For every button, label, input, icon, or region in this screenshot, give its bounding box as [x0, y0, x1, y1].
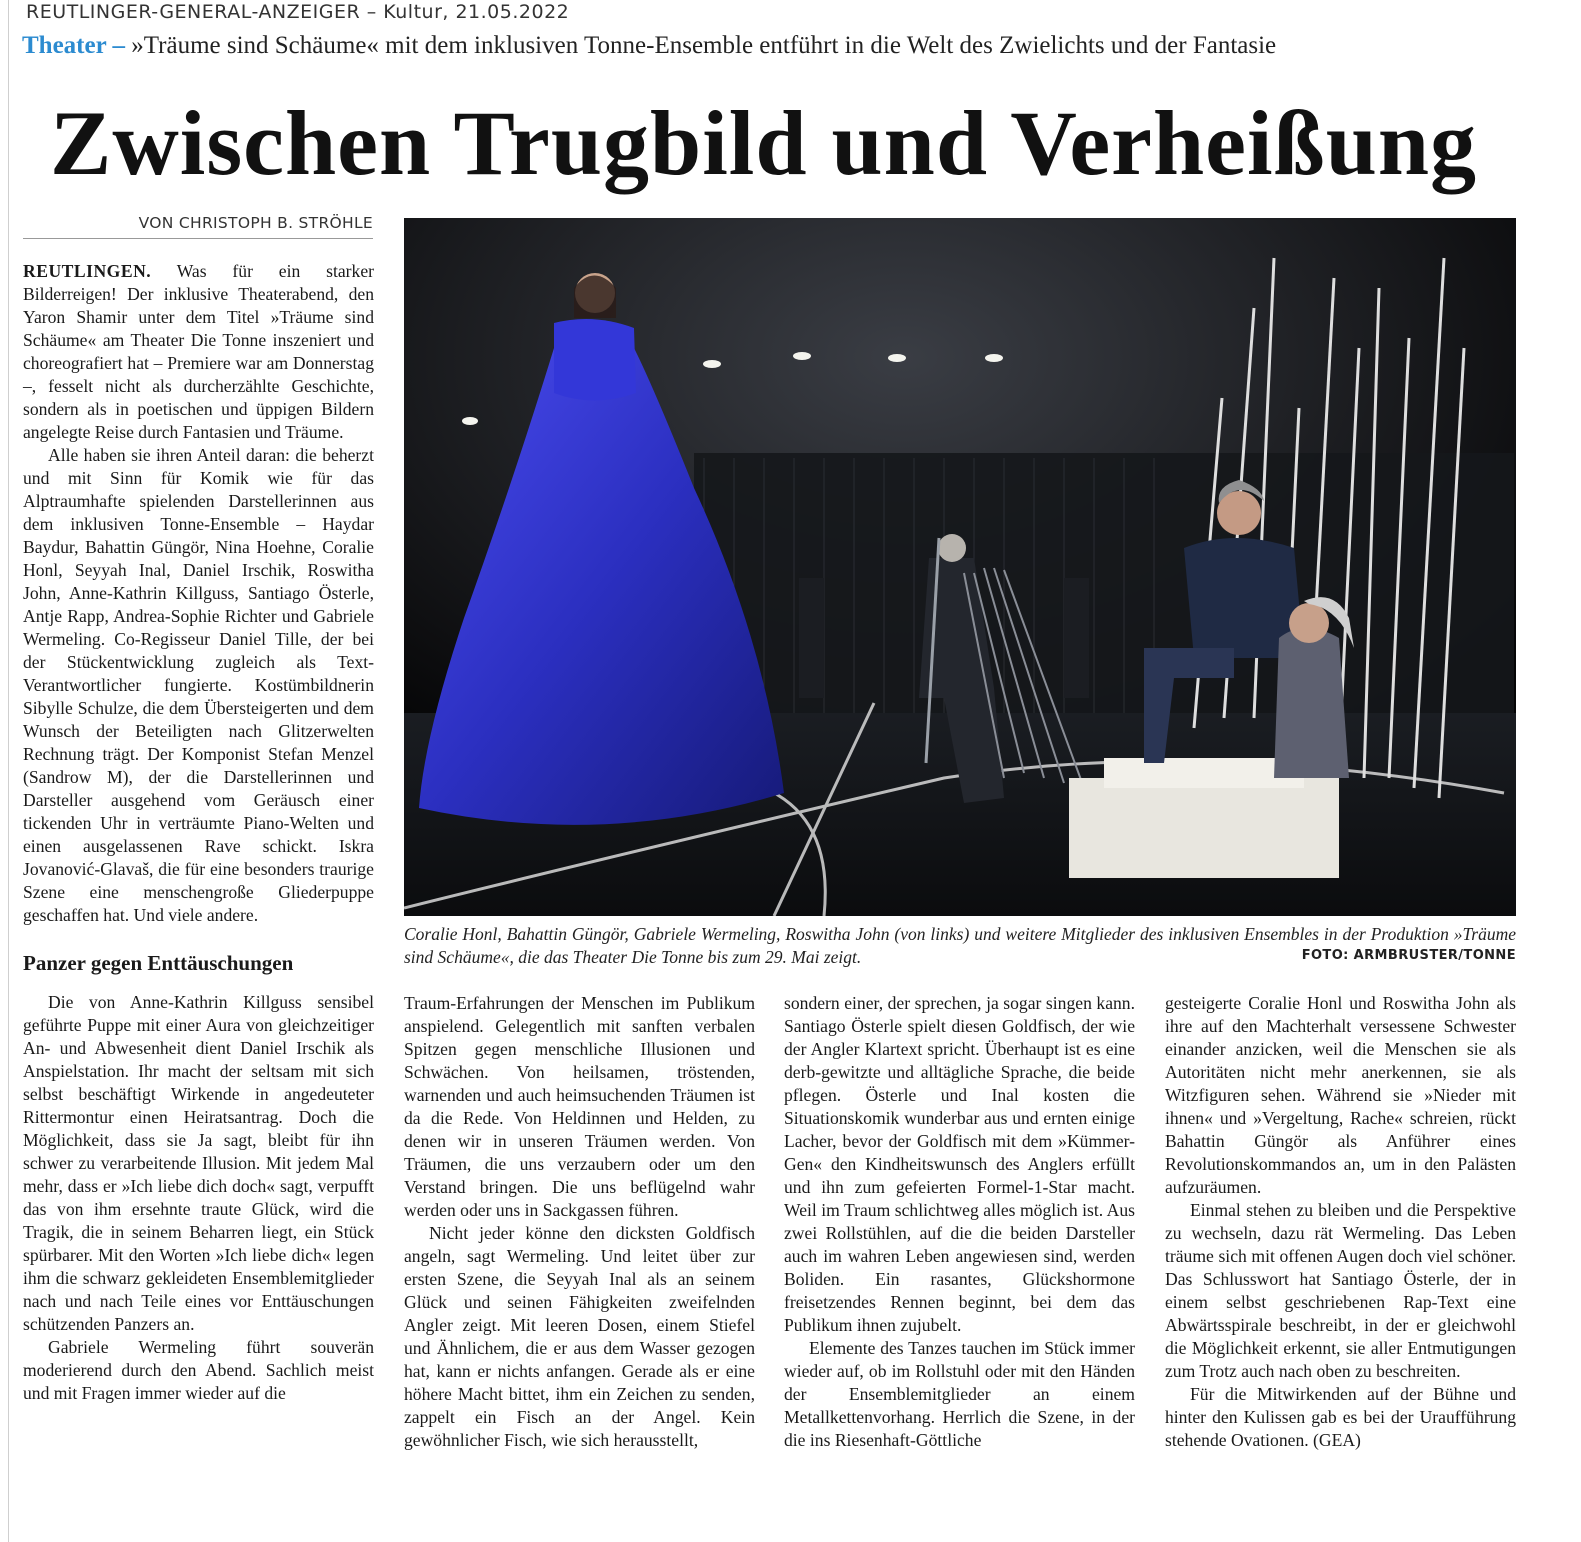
article-column-1 — [23, 260, 374, 1405]
article-paragraph: Elemente des Tanzes tauchen im Stück immer wieder auf, ob im Rollstuhl oder mit den Händen der Ensemblemitglieder an einem Metallkettenvorhang. Herrlich die Szene, in der die ins Riesenhaft-Göttliche — [784, 1338, 1135, 1450]
article-paragraph: Traum-Erfahrungen der Menschen im Publikum anspielend. Gelegentlich mit sanften verbalen Spitzen gegen menschliche Illusionen und Schwächen. Von heilsamen, tröstenden, warnenden und auch heimsuchenden Träumen ist da die Rede. Von Heldinnen und Helden, zu denen wir in unseren Träumen werden. Von Träumen, die uns verzaubern oder um den Verstand bringen. Die uns beflügelnd wahr werden oder uns in Sackgassen führen. — [404, 993, 755, 1220]
article-paragraph: Alle haben sie ihren Anteil daran: die beherzt und mit Sinn für Komik wie für das Alptraumhafte spielenden Darstellerinnen aus dem inklusiven Tonne-Ensemble – Haydar Baydur, Bahattin Güngör, Nina Hoehne, Coralie Honl, Seyyah Inal, Daniel Irschik, Roswitha John, Anne-Kathrin Killguss, Santiago Österle, Antje Rapp, Andrea-Sophie Richter und Gabriele Wermeling. Co-Regisseur Daniel Tille, der bei der Stückentwicklung zugleich als Text-Verantwortlicher fungierte. Kostümbildnerin Sibylle Schulze, die dem Übersteigerten und dem Wunsch der Beteiligten nach Glitzerwelten Rechnung trägt. Der Komponist Stefan Menzel (Sandrow M), der die Darstellerinnen und Darsteller ausgehend vom Geräusch einer tickenden Uhr in verträumte Piano-Welten und einen ausgelassenen Rave schickt. Iskra Jovanović-Glavaš, die für eine besonders traurige Szene eine menschengroße Gliederpuppe geschaffen hat. Und viele andere. — [23, 445, 374, 925]
publication-header: REUTLINGER-GENERAL-ANZEIGER – Kultur, 21.05.2022 — [26, 1, 570, 23]
article-column-2 — [404, 992, 755, 1452]
stage-scene-illustration — [404, 218, 1516, 916]
article-paragraph: Für die Mitwirkenden auf der Bühne und hinter den Kulissen gab es bei der Uraufführung stehende Ovationen. (GEA) — [1165, 1384, 1516, 1450]
article-paragraph: Einmal stehen zu bleiben und die Perspektive zu wechseln, dazu rät Wermeling. Das Leben träume sich mit offenen Augen doch viel schöner. Das Schlusswort hat Santiago Österle, der in einem selbst geschriebenen Rap-Text eine Abwärtsspirale beschreibt, in der er gleichwohl die Möglichkeit erkennt, sie aller Entmutigungen zum Trotz auch nach oben zu beschreiten. — [1165, 1200, 1516, 1381]
article-paragraph: Die von Anne-Kathrin Killguss sensibel geführte Puppe mit einer Aura von gleichzeitiger An- und Abwesenheit dient Daniel Irschik als Anspielstation. Ihr macht der seltsam mit sich selbst beschäftigt Wirkende in angedeuteter Rittermontur einen Heiratsantrag. Doch die Möglichkeit, dass sie Ja sagt, bleibt für ihn schwer zu verarbeitende Illusion. Mit jedem Mal mehr, dass er »Ich liebe dich doch« sagt, verpufft das von ihm ersehnte traute Glück, wird die Tragik, die in seinem Beharren liegt, ein Stück spürbarer. Mit den Worten »Ich liebe dich« legen ihm die schwarz gekleideten Ensemblemitglieder nach und nach Teile eines vor Enttäuschungen schützenden Panzers an. — [23, 992, 374, 1334]
dateline: REUTLINGEN. — [23, 261, 152, 281]
article-column-3 — [784, 992, 1135, 1452]
byline: VON CHRISTOPH B. STRÖHLE — [23, 214, 373, 239]
article-paragraph: sondern einer, der sprechen, ja sogar singen kann. Santiago Österle spielt diesen Goldfisch, der wie der Angler Klartext spricht. Überhaupt ist es eine derb-gewitzte und alltägliche Sprache, die beide pflegen. Österle und Inal kosten die Situationskomik wunderbar aus und ernten einige Lacher, bevor der Goldfisch mit dem »Kümmer-Gen« den Kindheitswunsch des Anglers erfüllt und ihn zum gefeierten Formel-1-Star macht. Weil im Traum schlichtweg alles möglich ist. Aus zwei Rollstühlen, auf die die beiden Darsteller auch im wahren Leben angewiesen sind, werden Boliden. Ein rasantes, Glückshormone freisetzendes Rennen beginnt, bei dem das Publikum ihnen zujubelt. — [784, 993, 1135, 1335]
article-paragraph: Nicht jeder könne den dicksten Goldfisch angeln, sagt Wermeling. Und leitet über zur ersten Szene, die Seyyah Inal als an seinem Glück und seinen Fähigkeiten zweifelnden Angler zeigt. Mit leeren Dosen, einem Stiefel und Ähnlichem, die er aus dem Wasser gezogen hat, kann er nichts anfangen. Gerade als er eine höhere Macht bittet, ihm ein Zeichen zu senden, zappelt ein Fisch an der Angel. Kein gewöhnlicher Fisch, wie sich herausstellt, — [404, 1223, 755, 1450]
kicker-text: »Träume sind Schäume« mit dem inklusiven Tonne-Ensemble entführt in die Welt des Zwielichts und der Fantasie — [125, 32, 1277, 59]
photo-caption: Coralie Honl, Bahattin Güngör, Gabriele Wermeling, Roswitha John (von links) und weitere Mitglieder des inklusiven Ensembles in der Produktion »Träume sind Schäume«, die das Theater Die Tonne bis zum 29. Mai zeigt. — [404, 924, 1516, 967]
photo-credit: FOTO: ARMBRUSTER/TONNE — [1301, 948, 1516, 963]
article-column-4 — [1165, 992, 1516, 1452]
headline: Zwischen Trugbild und Verheißung — [50, 92, 1478, 194]
kicker-rubric: Theater – — [22, 32, 125, 59]
stage-photo — [404, 218, 1516, 916]
kicker-line — [22, 30, 1276, 62]
paragraph-text: Was für ein starker Bilderreigen! Der inklusive Theaterabend, den Yaron Shamir unter dem Titel »Träume sind Schäume« am Theater Die Tonne inszeniert und choreografiert hat – Premiere war am Donnerstag –, fesselt nicht als durcherzählte Geschichte, sondern als in poetischen und üppigen Bildern angelegte Reise durch Fantasien und Träume. — [23, 261, 374, 442]
article-paragraph: Gabriele Wermeling führt souverän moderierend durch den Abend. Sachlich meist und mit Fragen immer wieder auf die — [23, 1337, 374, 1403]
article-paragraph — [23, 260, 374, 444]
article-paragraph: gesteigerte Coralie Honl und Roswitha John als ihre auf den Machterhalt versessene Schwester einander anzicken, weil die Menschen sie als Autoritäten nicht mehr anerkennen, sie als Witzfiguren sehen. Während sie »Nieder mit ihnen« und »Vergeltung, Rache« schreien, rückt Bahattin Güngör als Anführer eines Revolutionskommandos an, um in den Palästen aufzuräumen. — [1165, 993, 1516, 1197]
subheading: Panzer gegen Enttäuschungen — [23, 951, 294, 975]
page-border — [8, 0, 9, 1542]
